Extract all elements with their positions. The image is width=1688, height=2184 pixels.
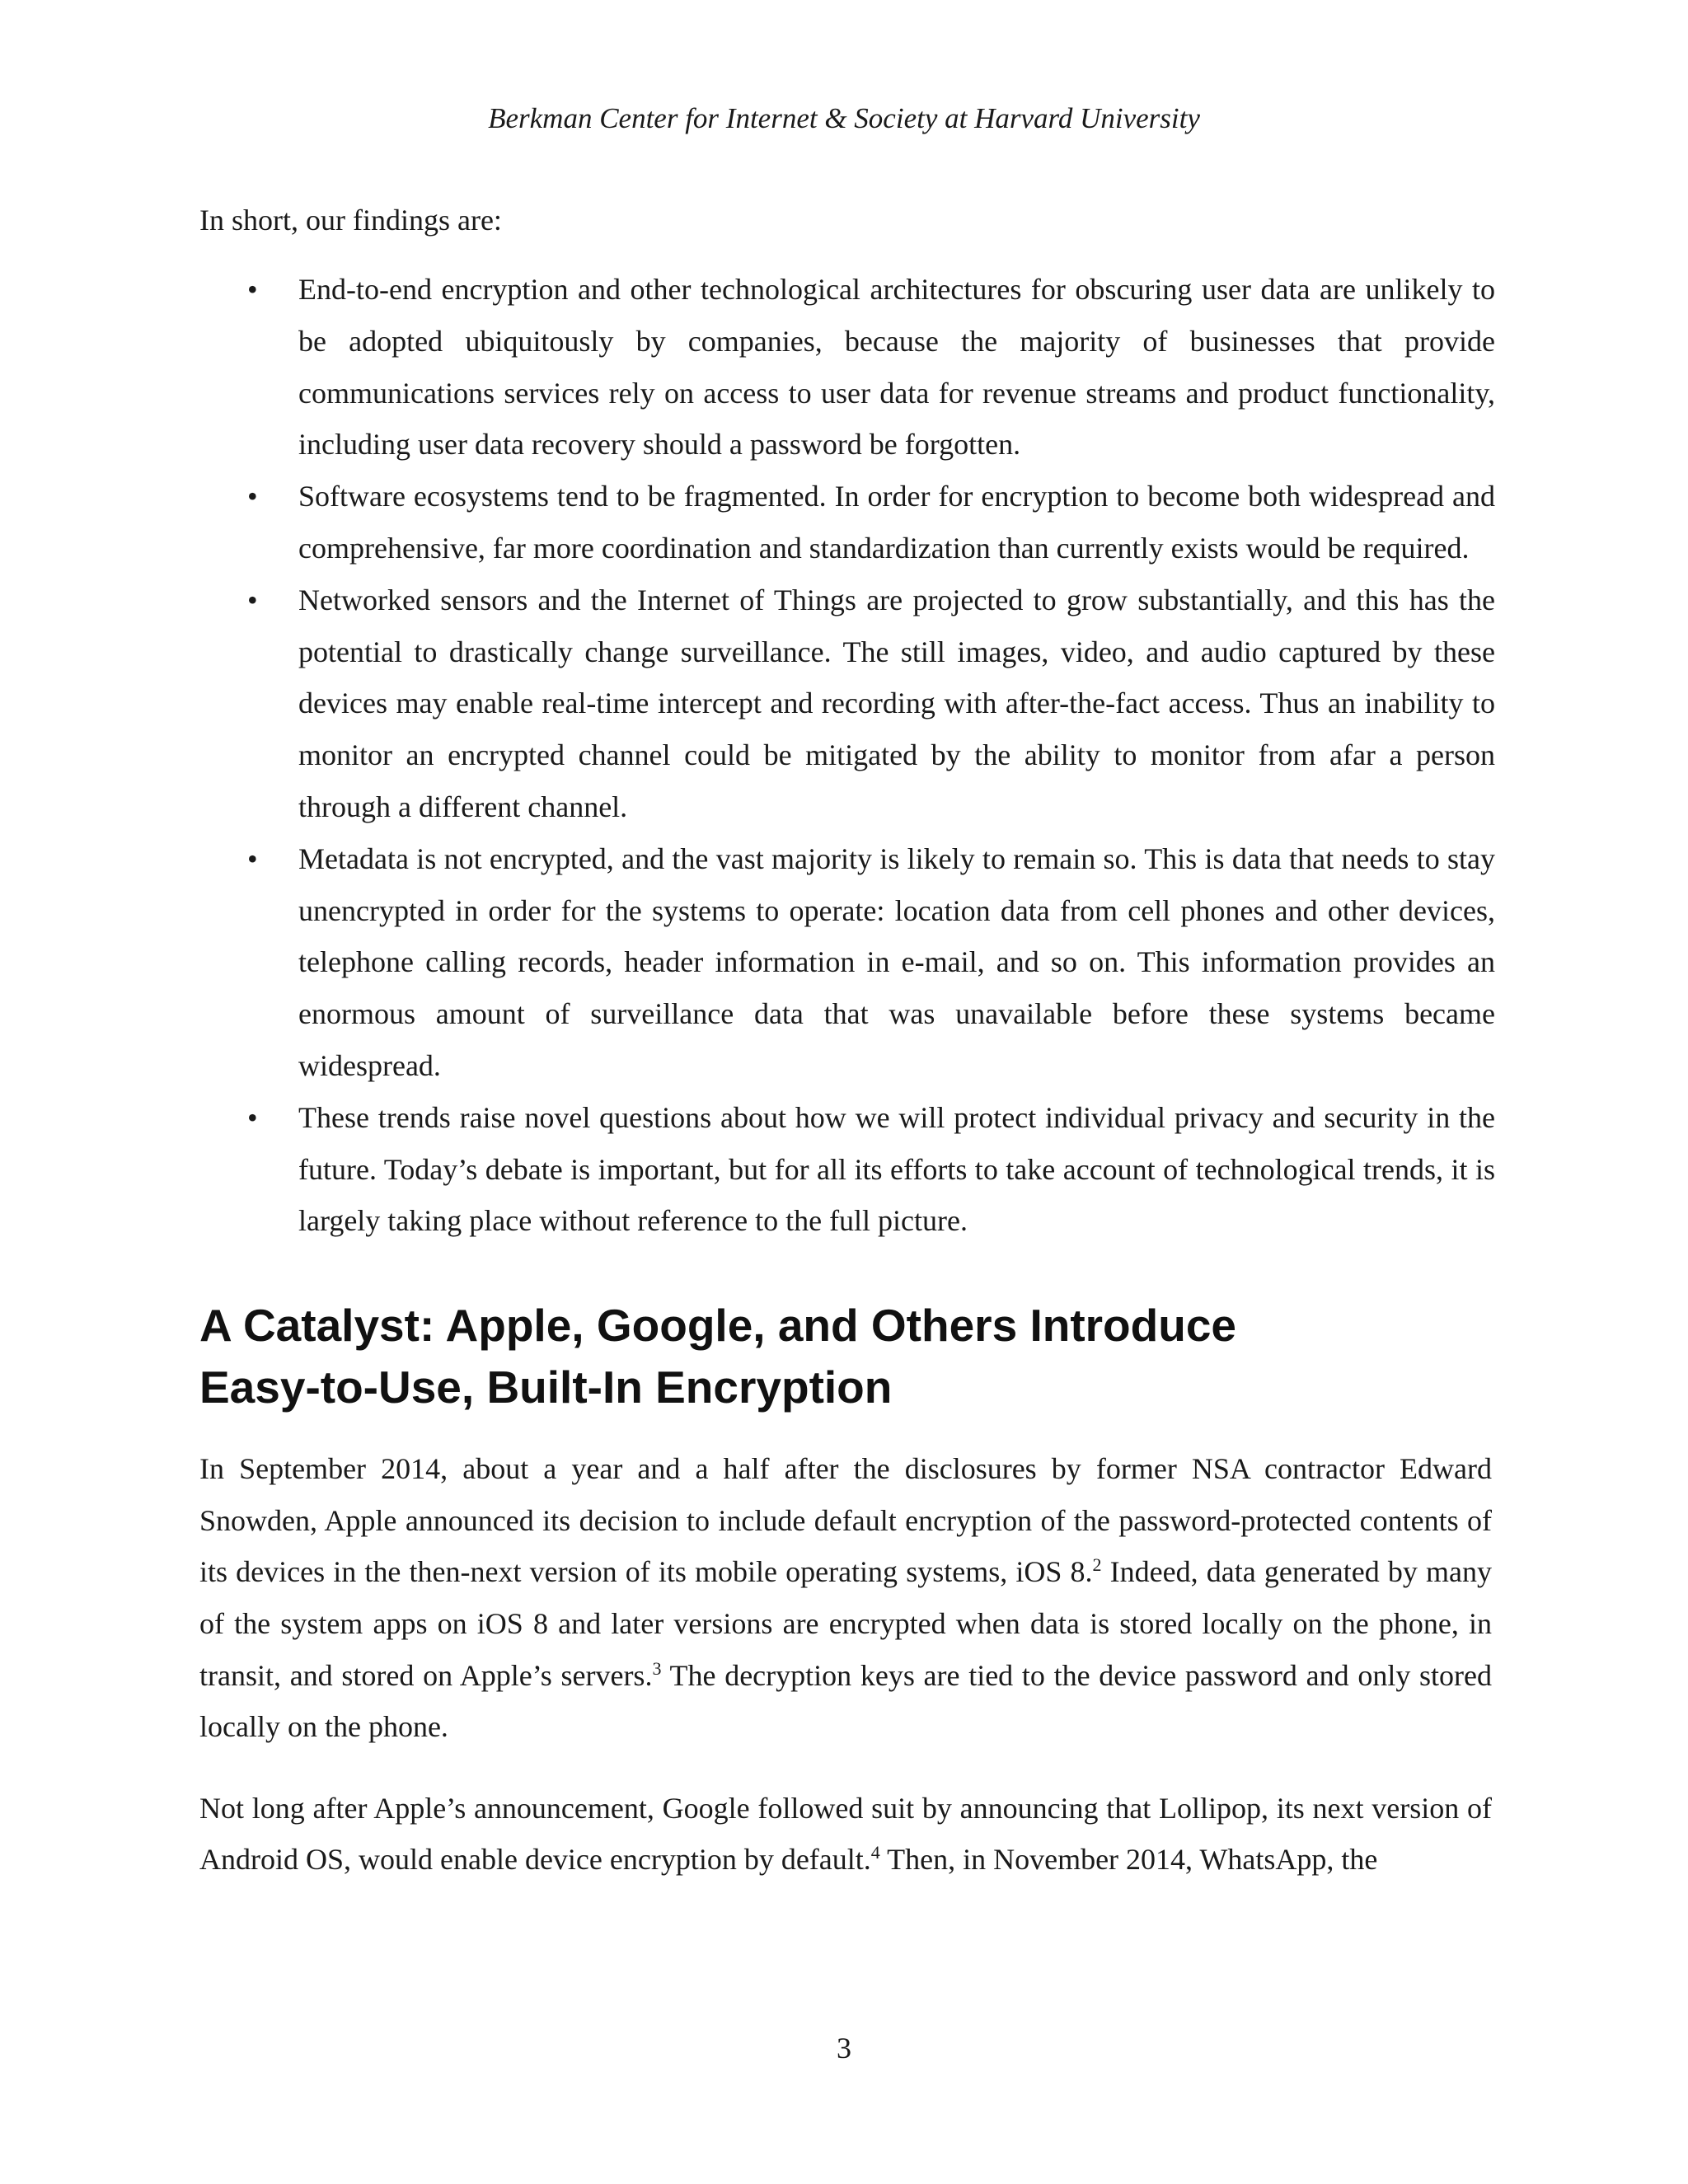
findings-intro: In short, our findings are: <box>199 204 502 237</box>
running-header: Berkman Center for Internet & Society at Harvard University <box>488 102 1200 134</box>
bullet-icon: • <box>247 1100 258 1134</box>
paragraph-text: Indeed, data generated by many of the system apps on iOS 8 and later versions are encrypted when data is stored locally on the phone, in transit, and stored on Apple’s servers. <box>199 1555 1492 1692</box>
finding-text: These trends raise novel questions about how we will protect individual privacy and security in the future. Today’s debate is important, but for all its efforts to take account of technological trends, it is largely taking place without reference to the full picture. <box>298 1100 1495 1238</box>
body-paragraph <box>199 1443 1492 1753</box>
finding-item <box>199 264 1495 471</box>
section-heading-line-1: A Catalyst: Apple, Google, and Others Introduce <box>199 1300 1237 1352</box>
finding-item <box>199 833 1495 1092</box>
paragraph-text: In September 2014, about a year and a half after the disclosures by former NSA contractor Edward Snowden, Apple announced its decision to include default encryption of the password-protected contents of its devices in the then-next version of its mobile operating systems, iOS 8. <box>199 1452 1492 1589</box>
finding-text: End-to-end encryption and other technological architectures for obscuring user data are unlikely to be adopted ubiquitously by companies, because the majority of businesses that provide communications services rely on access to user data for revenue streams and product functionality, including user data recovery should a password be forgotten. <box>298 273 1495 462</box>
section-heading-line-2: Easy-to-Use, Built-In Encryption <box>199 1361 893 1413</box>
findings-list <box>199 264 1495 1247</box>
footnote-marker[interactable]: 4 <box>870 1842 880 1863</box>
page-content <box>199 199 1495 1886</box>
page-number: 3 <box>837 2032 851 2064</box>
section-heading <box>199 1295 1492 1418</box>
finding-text: Software ecosystems tend to be fragmented. In order for encryption to become both widespread and comprehensive, far more coordination and standardization than currently exists would be required. <box>298 480 1495 565</box>
finding-item <box>199 574 1495 833</box>
finding-item <box>199 1092 1495 1247</box>
paragraph-text: Then, in November 2014, WhatsApp, the <box>879 1843 1378 1877</box>
footnote-marker[interactable]: 2 <box>1092 1554 1102 1576</box>
paragraph-text: Not long after Apple’s announcement, Google followed suit by announcing that Lollipop, its next version of Android OS, would enable device encryption by default. <box>199 1791 1492 1877</box>
finding-item <box>199 471 1495 574</box>
bullet-icon: • <box>247 583 258 616</box>
finding-text: Networked sensors and the Internet of Things are projected to grow substantially, and this has the potential to drastically change surveillance. The still images, video, and audio captured by these devices may enable real-time intercept and recording with after-the-fact access. Thus an inability to monitor an encrypted channel could be mitigated by the ability to monitor from afar a person through a different channel. <box>298 583 1495 823</box>
footnote-marker[interactable]: 3 <box>652 1657 662 1679</box>
paragraph-text: The decryption keys are tied to the device password and only stored locally on the phone. <box>199 1658 1493 1744</box>
bullet-icon: • <box>247 480 258 513</box>
body-paragraph <box>199 1783 1492 1886</box>
bullet-icon: • <box>247 273 258 306</box>
finding-text: Metadata is not encrypted, and the vast majority is likely to remain so. This is data that needs to stay unencrypted in order for the systems to operate: location data from cell phones and other devices, telephone calling records, header information in e-mail, and so on. This information provides an enormous amount of surveillance data that was unavailable before these systems became widespread. <box>298 841 1495 1082</box>
bullet-icon: • <box>247 841 258 875</box>
